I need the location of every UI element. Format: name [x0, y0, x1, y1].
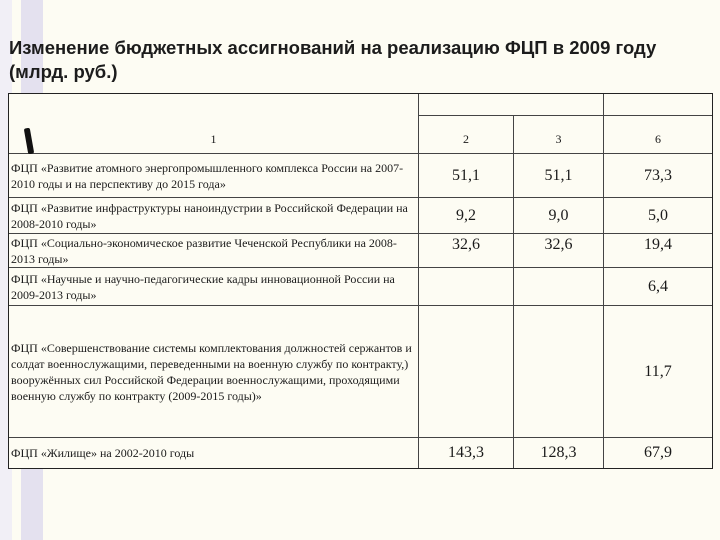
row-4-col-3	[514, 268, 604, 306]
row-4-col-2	[419, 268, 514, 306]
header-col-6: 6	[604, 116, 712, 154]
row-1-col-6: 73,3	[604, 154, 712, 198]
row-3-col-6: 19,4	[604, 234, 712, 268]
row-3-label: ФЦП «Социально-экономическое развитие Чеченской Республики на 2008-2013 годы»	[9, 234, 419, 268]
row-1-col-3: 51,1	[514, 154, 604, 198]
row-6-col-2: 143,3	[419, 438, 514, 468]
header-col-3: 3	[514, 116, 604, 154]
header-blank-col2	[419, 94, 604, 116]
row-3-col-3: 32,6	[514, 234, 604, 268]
row-5-col-3	[514, 306, 604, 438]
header-col-1: 1	[9, 116, 419, 154]
header-col-2: 2	[419, 116, 514, 154]
row-4-label: ФЦП «Научные и научно-педагогические кадры инновационной России на 2009-2013 годы»	[9, 268, 419, 306]
row-3-col-2: 32,6	[419, 234, 514, 268]
row-6-label: ФЦП «Жилище» на 2002-2010 годы	[9, 438, 419, 468]
header-blank-col6	[604, 94, 712, 116]
slide-title: Изменение бюджетных ассигнований на реализацию ФЦП в 2009 году (млрд. руб.)	[9, 37, 657, 82]
row-2-col-6: 5,0	[604, 198, 712, 234]
row-6-col-6: 67,9	[644, 444, 672, 461]
row-2-col-2: 9,2	[419, 198, 514, 234]
row-2-label: ФЦП «Развитие инфраструктуры наноиндустрии в Российской Федерации на 2008-2010 годы»	[9, 198, 419, 234]
row-2-col-3: 9,0	[514, 198, 604, 234]
row-5-col-6: 11,7	[604, 306, 712, 438]
budget-table	[8, 93, 713, 469]
row-4-col-6: 6,4	[604, 268, 712, 306]
row-5-col-2	[419, 306, 514, 438]
row-5-label: ФЦП «Совершенствование системы комплектования должностей сержантов и солдат военнослужащими, переведенными на военную службу по контракту,) вооружённых сил Российской Федерации военнослужащими, проходящими военную службу по контракту (2009-2015 годы)»	[9, 306, 419, 438]
row-6-col-3: 128,3	[514, 438, 604, 468]
row-1-col-2: 51,1	[419, 154, 514, 198]
row-1-label: ФЦП «Развитие атомного энергопромышленного комплекса России на 2007-2010 годы и на перспективу до 2015 года»	[9, 154, 419, 198]
